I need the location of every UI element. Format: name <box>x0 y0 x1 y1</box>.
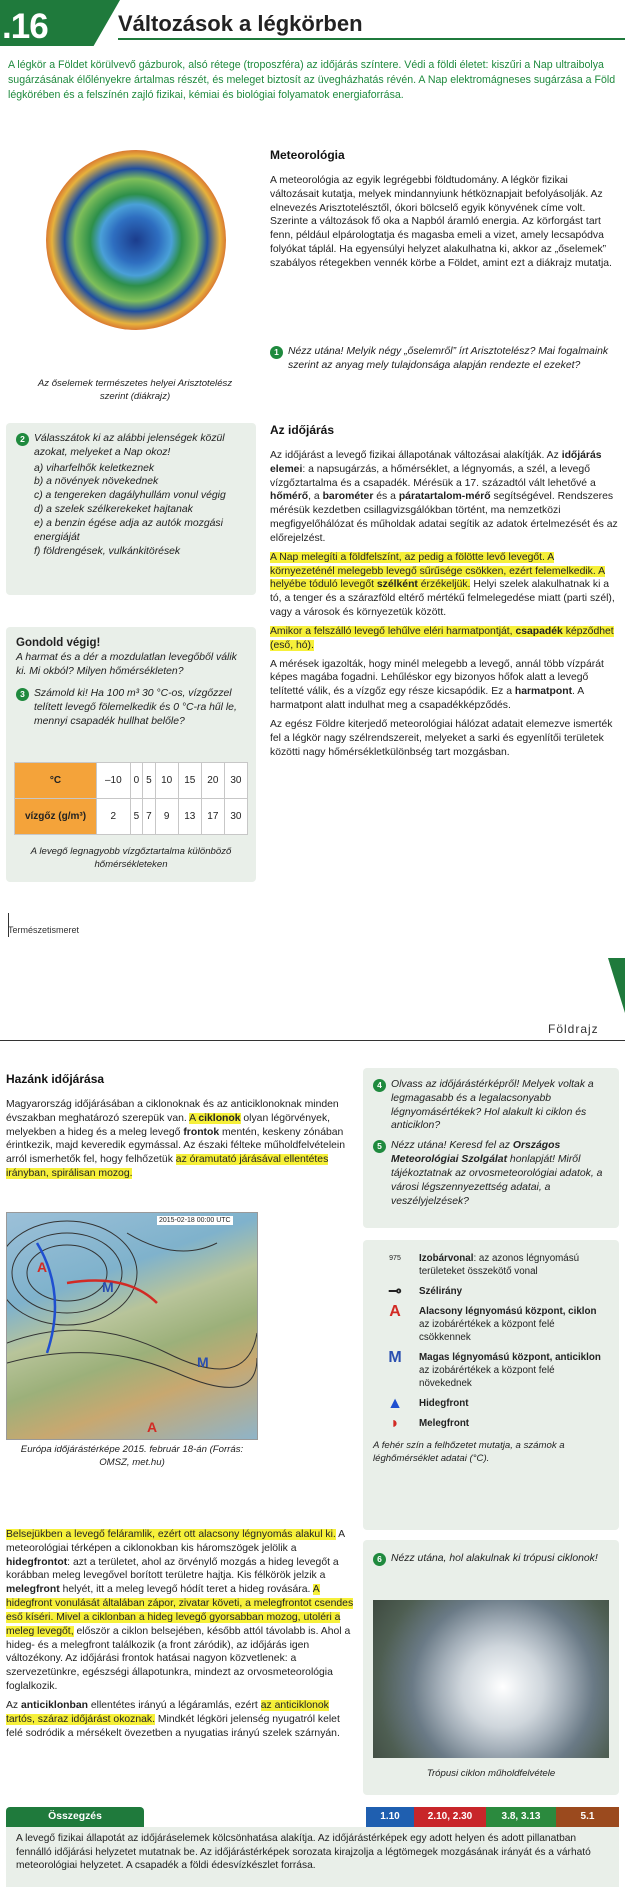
option-item: b) a növények növekednek <box>34 476 159 488</box>
cyclone-section <box>6 1528 358 1745</box>
table-row <box>15 763 248 799</box>
weather-p5: Az egész Földre kiterjedő meteorológiai hálózat adatait elemezve ismerték fel a légkör nagy szélrendszereit, melyeket a sarki és egyenlítői területek közötti nagy hőmérsékletkülönbség tart mozgásban. <box>270 718 613 758</box>
hungary-weather-text: Magyarország időjárásában a ciklonoknak és az anticiklonoknak minden évszakban meghatározó szerepük van. A ciklonok olyan légörvények, melyekben a hideg és a meleg levegő frontok mentén, keskeny zónában érintkezik, majd keveredik egymással. Az északi félteke műholdfelvételein arról ismerhetők fel, hogy felhőzetük az óramutató járásával ellentétes irányban, spirálisan mozog. <box>6 1098 346 1180</box>
map-timestamp: 2015-02-18 00:00 UTC <box>159 1217 231 1224</box>
ref-badge[interactable]: 3.8, 3.13 <box>486 1807 556 1827</box>
legend-high: M Magas légnyomású központ, anticiklon az izobárértékek a központ felé növekednek <box>373 1351 609 1390</box>
question-2-box <box>6 423 256 595</box>
cyclone-text: Belsejükben a levegő feláramlik, ezért ott alacsony légnyomás alakul ki. A meteorológiai térképen a ciklonokban kis háromszögek jelölik a hidegfrontot: azt a területet, ahol az örvénylő mozgás a hideg levegőt a korábban meleg levegővel borított területre hajtja. Kis félkörök jelzik a melegfront helyét, itt a meleg levegő hódít teret a hideg rovására. A hidegfront vonulását általában zápor, zivatar követi, a melegfrontot csendes eső kíséri. Mivel a ciklonban a hideg levegő gyorsabban mozog, utoléri a meleg levegőt, először a ciklon belsejében, később attól távolabb is. Ahol a hideg- és a melegfront találkozik (a front záródik), az időjárás igen változékony. Az időjárási frontok hatásai nagyon közvetlenek: a szervezetünkre, egészségi állapotunkra, mindezt az orvosmeteorológia foglalkozik. <box>6 1529 354 1693</box>
weather-p3: Amikor a felszálló levegő lehűlve eléri harmatpontját, csapadék képződhet (eső, hó). <box>270 625 614 651</box>
table-cell: –10 <box>97 763 131 799</box>
table-header-cell: vízgőz (g/m³) <box>15 799 97 835</box>
question-6-box <box>363 1540 619 1795</box>
option-item: c) a tengereken dagályhullám vonul végig <box>34 490 226 502</box>
hungary-weather-heading: Hazánk időjárása <box>6 1072 105 1086</box>
question-6 <box>373 1552 609 1566</box>
option-item: e) a benzin égése adja az autók mozgási energiáját <box>34 517 223 543</box>
weather-section <box>270 423 618 764</box>
think-title: Gondold végig! <box>16 637 101 649</box>
question-3 <box>16 687 246 728</box>
legend-warm-front: ◗ Melegfront <box>373 1417 609 1430</box>
question-number-badge: 3 <box>16 688 29 701</box>
question-2-title: Válasszátok ki az alábbi jelenségek közül azokat, melyeket a Nap okoz! <box>34 433 225 458</box>
question-3-text: Számold ki! Ha 100 m³ 30 °C-os, vízgőzzel telített levegő fölemelkedik és 0 °C-ra hűl le, mennyi csapadék hullhat belőle? <box>34 687 237 727</box>
intro-paragraph: A légkör a Földet körülvevő gázburok, alsó rétege (troposzféra) az időjárás színtere. Védi a földi életet: kiszűri a Nap ultraibolya sugárzásának élőlényekre ártalmas részét, és meleget biztosít az üvegházhatás révén. A Nap elektromágneses sugárzása a Föld légkörében és a felszínén zajló fizikai, kémiai és biológiai folyamatok energiaforrása. <box>8 59 616 101</box>
questions-4-5-box <box>363 1068 619 1228</box>
legend-low: A Alacsony légnyomású központ, ciklon az izobárértékek a központ felé csökkennek <box>373 1305 609 1344</box>
legend-isobar: 975 Izobárvonal: az azonos légnyomású területeket összekötő vonal <box>373 1252 609 1278</box>
question-5-text: Nézz utána! Keresd fel az Országos Meteorológiai Szolgálat honlapját! Miről tájékoztatnak az orvosmeteorológiai adatok, a városi légszennyezettség adatai, a veszélyjelzések? <box>391 1140 603 1207</box>
chapter-number: .16 <box>2 7 48 46</box>
question-number-badge: 4 <box>373 1079 386 1092</box>
question-number-badge: 5 <box>373 1140 386 1153</box>
page-title: Változások a légkörben <box>118 11 363 36</box>
satellite-caption: Trópusi ciklon műholdfelvétele <box>426 1768 556 1779</box>
option-item: a) viharfelhők keletkeznek <box>34 462 155 474</box>
wind-direction-icon: ⊸ <box>388 1283 402 1301</box>
option-item: f) földrengések, vulkánkitörések <box>34 545 181 557</box>
table-cell: 30 <box>224 763 247 799</box>
high-pressure-label: M <box>197 1354 209 1370</box>
subject-label: Földrajz <box>548 1022 599 1036</box>
option-item: d) a szelek szélkerekeket hajtanak <box>34 504 193 516</box>
table-cell: 13 <box>178 799 201 835</box>
question-2 <box>16 432 246 460</box>
weather-p4: A mérések igazolták, hogy minél melegebb a levegő, annál több vízpárát képes magába fogadni. Lehűléskor egy bizonyos hőfok alatt a levegő telítetté válik, és a vízgőz egy része kicsapódik. Ez a harmatpont. A harmatpont alatt indulhat meg a csapadékképződés. <box>270 658 604 712</box>
low-pressure-icon: A <box>389 1303 401 1321</box>
legend-caption: A fehér szín a felhőzetet mutatja, a számok a léghőmérséklet adatai (°C). <box>373 1440 565 1464</box>
anticyclone-text: Az anticiklonban ellentétes irányú a légáramlás, ezért az anticiklonok tartós, száraz időjárást okoznak. Mindkét légköri jelenség nyugatról kelet felé sodródik a mérsékelt övezetben a nyugatias irányú szelek szárnyán. <box>6 1699 340 1739</box>
question-1 <box>270 345 618 373</box>
table-cell: 10 <box>155 763 178 799</box>
map-caption: Európa időjárástérképe 2015. február 18-án (Forrás: OMSZ, met.hu) <box>20 1444 244 1468</box>
meteorology-section <box>270 148 618 276</box>
legend-wind: ⊸ Szélirány <box>373 1285 609 1298</box>
table-cell: 17 <box>201 799 224 835</box>
header-divider <box>118 38 625 40</box>
table-cell: 9 <box>155 799 178 835</box>
question-6-text: Nézz utána, hol alakulnak ki trópusi ciklonok! <box>391 1553 598 1564</box>
summary-tab: Összegzés <box>6 1807 144 1827</box>
question-number-badge: 6 <box>373 1553 386 1566</box>
legend-cold-front: ▲ Hidegfront <box>373 1397 609 1410</box>
disc-caption: Az őselemek természetes helyei Arisztotelész szerint (diákrajz) <box>37 378 233 402</box>
page-header-rule <box>0 1040 625 1041</box>
table-cell: 5 <box>143 763 155 799</box>
ref-badge[interactable]: 1.10 <box>366 1807 414 1827</box>
warm-front-icon: ◗ <box>390 1415 400 1433</box>
map-legend <box>363 1240 619 1530</box>
question-4 <box>373 1078 609 1133</box>
table-cell: 15 <box>178 763 201 799</box>
table-cell: 0 <box>130 763 142 799</box>
cold-front-icon: ▲ <box>387 1395 403 1413</box>
table-caption: A levegő legnagyobb vízgőztartalma különböző hőmérsékleteken <box>30 846 232 870</box>
weather-heading: Az időjárás <box>270 423 335 437</box>
question-4-text: Olvass az időjárástérképről! Melyek voltak a legmagasabb és a legalacsonyabb légnyomásértékek? Hol alakult ki ciklon és anticiklon? <box>391 1079 594 1132</box>
table-header-cell: °C <box>15 763 97 799</box>
low-pressure-label: A <box>147 1419 158 1435</box>
table-cell: 5 <box>130 799 142 835</box>
think-text: A harmat és a dér a mozdulatlan levegőből válik ki. Mi okból? Milyen hőmérsékleten? <box>16 652 237 678</box>
footer-subject: Természetismeret <box>8 925 80 935</box>
hungary-weather-section <box>6 1072 358 1186</box>
weather-p2: A Nap melegíti a földfelszínt, az pedig a fölötte levő levegőt. A környezeténél melegebb levegő sűrűsége csökken, ezért felemelkedik. A helyébe tóduló levegőt szélként érzékeljük. Helyi szelek alakulhatnak ki a tó, a tenger és a szárazföld eltérő mértékű felmelegedése miatt (parti szél), vagy a városok és környezetük között. <box>270 551 615 619</box>
table-cell: 2 <box>97 799 131 835</box>
ref-badge[interactable]: 2.10, 2.30 <box>414 1807 486 1827</box>
question-1-text: Nézz utána! Melyik négy „őselemről” írt Arisztotelész? Mai fogalmaink szerint az anyag mely tulajdonsága alapján rendezte el ezeket? <box>288 346 609 371</box>
meteorology-heading: Meteorológia <box>270 148 345 162</box>
high-pressure-label: M <box>102 1279 114 1295</box>
high-pressure-icon: M <box>388 1349 402 1367</box>
table-cell: 30 <box>224 799 247 835</box>
think-box <box>6 627 256 882</box>
table-cell: 7 <box>143 799 155 835</box>
question-2-options <box>16 462 246 559</box>
summary-text: A levegő fizikai állapotát az időjáráselemek kölcsönhatása alakítja. Az időjárástérképek egy adott helyen és adott pillanatban fennálló időjárási helyzetet mutatnak be. Az időjárástérképek sorozata kirajzolja a légtömegek mozgásának irányát és a várható meteorológiai helyzetet. A csapadék a földi édesvízkészlet forrása. <box>6 1827 619 1887</box>
question-number-badge: 1 <box>270 346 283 359</box>
weather-p1: Az időjárást a levegő fizikai állapotának változásai alakítják. Az időjárás elemei: a napsugárzás, a hőmérséklet, a légnyomás, a szél, a levegő vízgőztartalma és a csapadék. Mérésük a 17. századtól vált lehetővé a hőmérő, a barométer és a páratartalom-mérő segítségével. Rendszeres mérésük kezdetben csillagvizsgálókban történt, ma nemzetközi megfigyelőhálózat és műholdak adatai segítik az adatok értelmezését és az előrejelzést. <box>270 449 618 544</box>
table-row <box>15 799 248 835</box>
isobar-lines <box>7 1213 257 1439</box>
question-number-badge: 2 <box>16 433 29 446</box>
meteorology-text: A meteorológia az egyik legrégebbi földtudomány. A légkör fizikai változásait kutatja, melyek mindannyiunk hétköznapjait befolyásolják. Az elnevezés Arisztotelésztől, ókori bölcselő egyik könyvének címe volt. Szerinte a változások fő oka a Napból áramló energia. Az körforgást tart fenn, például elpárologtatja és magasba emeli a vizet, amely lecsapódva folyókat táplál. Ha egyensúlyi helyzet alakulhatna ki, akkor az „őselemek” szabályos rétegekben vennék körbe a Földet, amint ezt a diákrajz mutatja. <box>270 174 612 269</box>
vapor-table <box>14 762 248 835</box>
tropical-cyclone-satellite-image <box>373 1600 609 1758</box>
low-pressure-label: A <box>37 1259 48 1275</box>
page-corner-mark <box>608 958 625 1013</box>
weather-map <box>6 1212 258 1440</box>
table-cell: 20 <box>201 763 224 799</box>
question-5 <box>373 1139 609 1208</box>
elements-disc-illustration <box>46 150 226 330</box>
ref-badge[interactable]: 5.1 <box>556 1807 619 1827</box>
isobar-icon: 975 <box>389 1255 401 1262</box>
